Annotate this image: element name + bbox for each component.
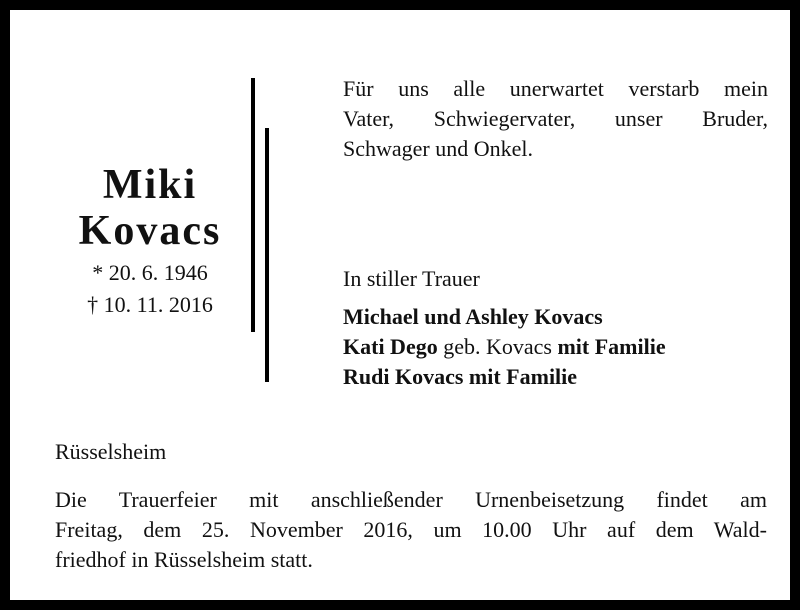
place: Rüsselsheim [55, 439, 167, 464]
mourner-line: Rudi Kovacs mit Familie [343, 364, 578, 389]
intro-text [343, 74, 768, 164]
intro-line: Für uns alle unerwartet verstarb mein [343, 76, 768, 101]
notice-line: friedhof in Rüsselsheim statt. [55, 547, 313, 572]
birth-date: * 20. 6. 1946 [92, 260, 208, 285]
mourner-maiden-name: geb. Kovacs [437, 334, 558, 359]
deceased-first-name: Miki [102, 162, 198, 208]
intro-line: Vater, Schwiegervater, unser Bruder, [343, 106, 768, 131]
mourner-suffix: mit Familie [557, 334, 666, 359]
decorative-vertical-line [251, 78, 255, 332]
mourner-name: Kati Dego [343, 334, 438, 359]
funeral-notice [55, 485, 767, 575]
notice-line: Freitag, dem 25. November 2016, um 10.00 Uhr auf dem Wald- [55, 517, 767, 542]
mourner-line [343, 332, 666, 362]
mourning-label: In stiller Trauer [343, 266, 480, 291]
intro-line: Schwager und Onkel. [343, 136, 534, 161]
notice-line: Die Trauerfeier mit anschließender Urnenbeisetzung findet am [55, 487, 767, 512]
death-date: † 10. 11. 2016 [87, 292, 213, 317]
decorative-vertical-line [265, 128, 269, 382]
mourner-line: Michael und Ashley Kovacs [343, 304, 603, 329]
deceased-last-name: Kovacs [78, 208, 222, 254]
